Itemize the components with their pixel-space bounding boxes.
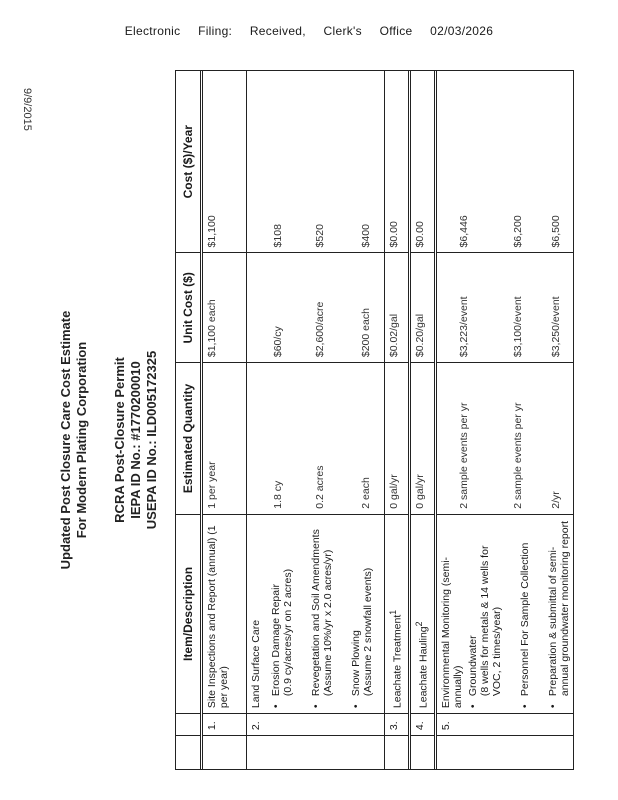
row-number: 3. xyxy=(385,713,408,735)
row-number: 5. xyxy=(437,713,573,735)
header-word: Received, xyxy=(249,24,306,38)
title-line-5: USEPA ID No.: ILD005172325 xyxy=(144,350,159,530)
page-date: 9/9/2015 xyxy=(21,88,33,131)
header-word: Clerk's xyxy=(323,24,362,38)
title-line-4: IEPA ID No.: #1770200010 xyxy=(128,361,143,519)
title-line-1: Updated Post Closure Care Cost Estimate xyxy=(58,310,73,570)
filing-stamp-header xyxy=(0,24,618,38)
table-header-row xyxy=(176,71,203,769)
col-unit-cost: Unit Cost ($) xyxy=(176,252,200,362)
cost-estimate-table xyxy=(175,70,574,770)
row-number: 1. xyxy=(203,713,246,735)
title-line-3: RCRA Post-Closure Permit xyxy=(112,357,127,523)
header-word: Filing: xyxy=(198,24,233,38)
row-description: Leachate Treatment xyxy=(391,614,404,709)
header-word: Office xyxy=(379,24,413,38)
row-description: Leachate Hauling xyxy=(417,626,430,709)
row-description: Environmental Monitoring (semi-annually) xyxy=(440,556,464,709)
row-description: Land Surface Care xyxy=(250,619,262,709)
col-quantity: Estimated Quantity xyxy=(176,362,200,514)
title-line-2: For Modern Plating Corporation xyxy=(74,341,89,539)
table-row: 3. Leachate Treatment$^1$ 0 gal/yr $0.02/gal $0.00 xyxy=(385,71,411,769)
table-row: 4. Leachate Hauling$^2$ 0 gal/yr $0.20/gal $0.00 xyxy=(411,71,437,769)
row-number: 4. xyxy=(411,713,434,735)
table-row: 1. Site Inspections and Report (annual) (1 per year) 1 per year $1,100 each $1,100 xyxy=(203,71,247,769)
rotated-page-content xyxy=(30,90,570,790)
header-word: Electronic xyxy=(124,24,181,38)
header-date: 02/03/2026 xyxy=(430,24,494,38)
table-row: 5. Environmental Monitoring (semi-annually) • Groundwater (8 wells for metals & 14 wells for VOC, 2 times/year) • Personnel For Sample Collection • Preparation & submittal of semi-annual groundwater monitoring report 2 sample events per yr 2 sample events per yr 2/yr $3,223/event $3,100/event $3,250/event $6,446 $6,200 $6,500 xyxy=(437,71,573,769)
col-cost-year: Cost ($)/Year xyxy=(181,125,195,199)
table-row: 2. Land Surface Care • Erosion Damage Repair (0.9 cy/acres/yr on 2 acres) • Revegetation and Soil Amendments (Assume 10%/yr x 2.0 acres/yr) • Snow Plowing (Assume 2 snowfall events) 1.8 cy 0.2 acres 2 each $60/cy $2,600/acre $200 each $108 $520 $400 xyxy=(247,71,385,769)
row-description: Site Inspections and Report (annual) (1 per year) xyxy=(203,514,246,713)
row-number: 2. xyxy=(247,713,384,735)
col-item: Item/Description xyxy=(176,514,200,713)
